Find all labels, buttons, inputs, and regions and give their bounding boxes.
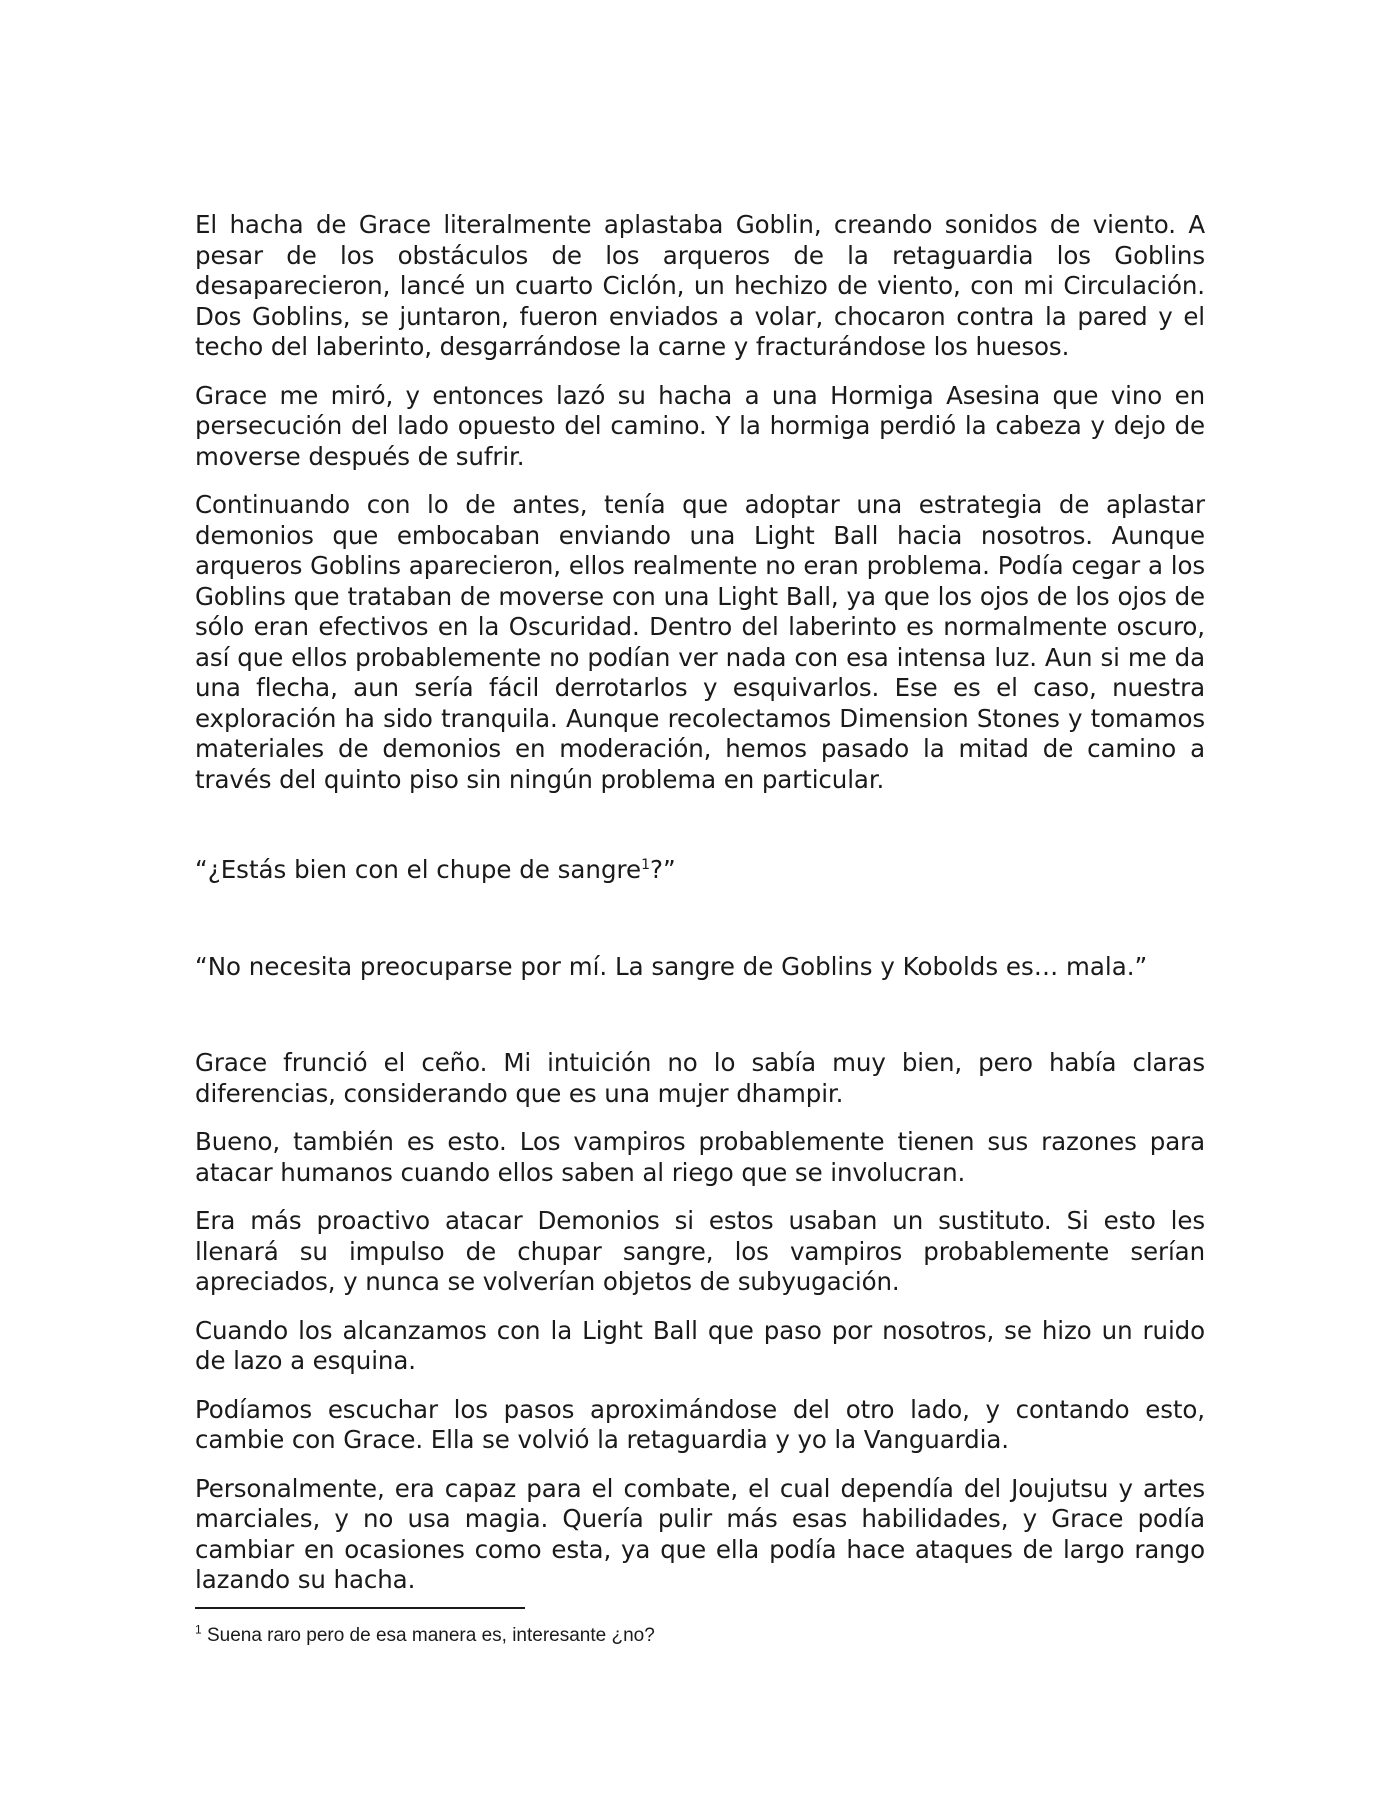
paragraph-7: Cuando los alcanzamos con la Light Ball que paso por nosotros, se hizo un ruido de lazo a esquina. — [195, 1315, 1205, 1375]
paragraph-9: Personalmente, era capaz para el combate, el cual dependía del Joujutsu y artes marciales, y no usa magia. Quería pulir más esas habilidades, y Grace podía cambiar en ocasiones como esta, ya que ella podía hace ataques de largo rango lazando su hacha. — [195, 1473, 1205, 1594]
dialogue-1-end: ?” — [650, 855, 676, 884]
paragraph-5: Bueno, también es esto. Los vampiros probablemente tienen sus razones para atacar humanos cuando ellos saben al riego que se involucran. — [195, 1127, 1205, 1187]
paragraph-6: Era más proactivo atacar Demonios si estos usaban un sustituto. Si esto les llenará su impulso de chupar sangre, los vampiros probablemente serían apreciados, y nunca se volverían objetos de subyugación. — [195, 1206, 1205, 1296]
footnote-reference[interactable]: 1 — [641, 856, 651, 873]
paragraph-8: Podíamos escuchar los pasos aproximándose del otro lado, y contando esto, cambie con Grace. Ella se volvió la retaguardia y yo la Vanguardia. — [195, 1394, 1205, 1454]
paragraph-2: Grace me miró, y entonces lazó su hacha a una Hormiga Asesina que vino en persecución del lado opuesto del camino. Y la hormiga perdió la cabeza y dejo de moverse después de sufrir. — [195, 380, 1205, 471]
footnote-text: Suena raro pero de esa manera es, interesante ¿no? — [201, 1625, 655, 1646]
footnote — [195, 1624, 655, 1648]
paragraph-3: Continuando con lo de antes, tenía que adoptar una estrategia de aplastar demonios que embocaban enviando una Light Ball hacia nosotros. Aunque arqueros Goblins aparecieron, ellos realmente no eran problema. Podía cegar a los Goblins que trataban de moverse con una Light Ball, ya que los ojos de los ojos de sólo eran efectivos en la Oscuridad. Dentro del laberinto es normalmente oscuro, así que ellos probablemente no podían ver nada con esa intensa luz. Aun si me da una flecha, aun sería fácil derrotarlos y esquivarlos. Ese es el caso, nuestra exploración ha sido tranquila. Aunque recolectamos Dimension Stones y tomamos materiales de demonios en moderación, hemos pasado la mitad de camino a través del quinto piso sin ningún problema en particular. — [195, 490, 1205, 794]
dialogue-1-text: “¿Estás bien con el chupe de sangre — [195, 855, 642, 884]
paragraph-4: Grace frunció el ceño. Mi intuición no lo sabía muy bien, pero había claras diferencias, considerando que es una mujer dhampir. — [195, 1048, 1205, 1108]
dialogue-1 — [195, 855, 1205, 886]
paragraph-1: El hacha de Grace literalmente aplastaba Goblin, creando sonidos de viento. A pesar de los obstáculos de los arqueros de la retaguardia los Goblins desaparecieron, lancé un cuarto Ciclón, un hechizo de viento, con mi Circulación. Dos Goblins, se juntaron, fueron enviados a volar, chocaron contra la pared y el techo del laberinto, desgarrándose la carne y fracturándose los huesos. — [195, 210, 1205, 361]
document-body — [195, 210, 1205, 1614]
footnote-number: 1 — [195, 1622, 202, 1637]
dialogue-2: “No necesita preocuparse por mí. La sangre de Goblins y Kobolds es… mala.” — [195, 951, 1148, 981]
footnote-separator — [195, 1607, 525, 1609]
